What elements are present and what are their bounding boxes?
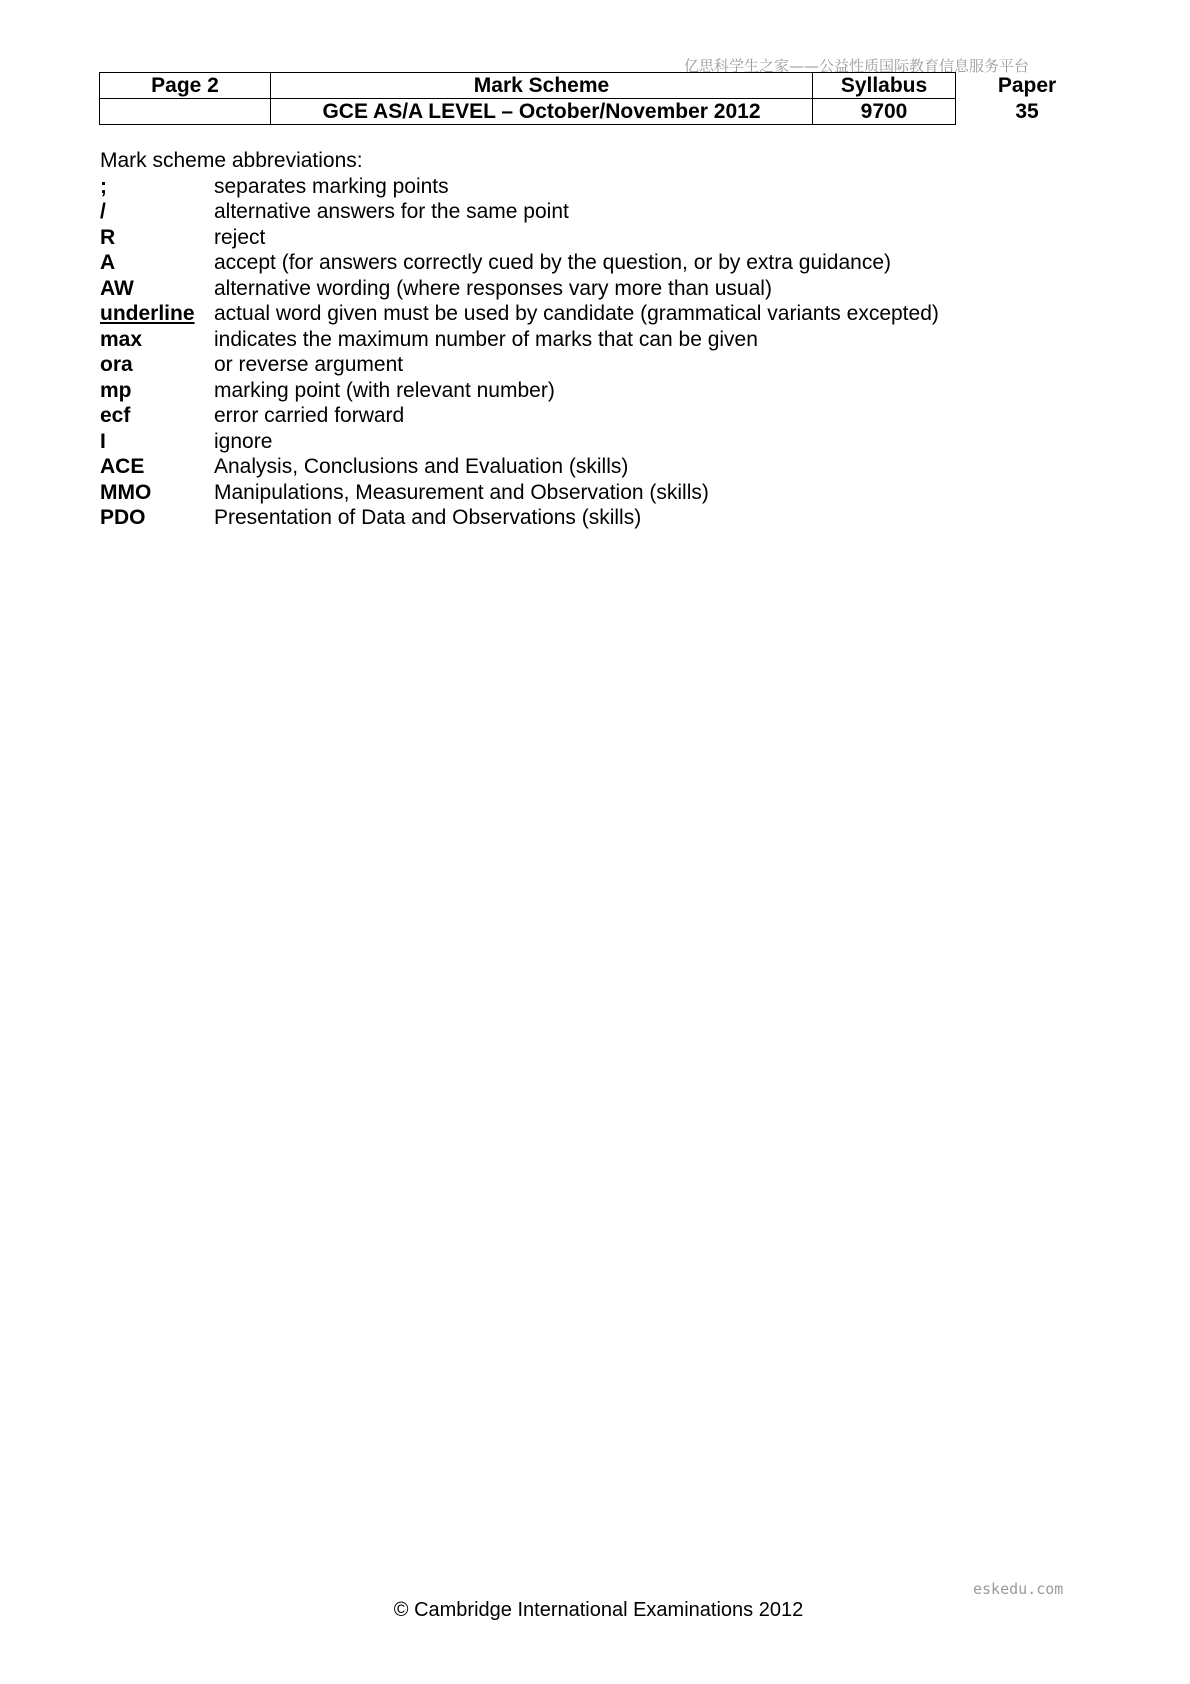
abbreviation-term: max bbox=[100, 327, 143, 351]
abbreviation-row bbox=[100, 480, 939, 506]
watermark-bottom: eskedu.com bbox=[973, 1580, 1064, 1598]
abbreviation-definition: Presentation of Data and Observations (skills) bbox=[214, 506, 642, 529]
abbreviation-term: R bbox=[100, 225, 116, 249]
exam-title: GCE AS/A LEVEL – October/November 2012 bbox=[271, 99, 813, 125]
abbreviation-definition: error carried forward bbox=[214, 404, 405, 427]
abbreviation-definition: marking point (with relevant number) bbox=[214, 378, 555, 402]
paper-number: 35 bbox=[956, 99, 1099, 125]
abbreviation-row bbox=[100, 199, 939, 225]
abbreviation-definition: Analysis, Conclusions and Evaluation (skills) bbox=[214, 455, 629, 478]
watermark-top: 亿思科学生之家——公益性质国际教育信息服务平台 bbox=[684, 57, 1030, 75]
abbreviation-term: PDO bbox=[100, 506, 146, 529]
abbreviation-term: / bbox=[100, 200, 106, 223]
abbreviation-row bbox=[100, 250, 939, 276]
syllabus-code: 9700 bbox=[813, 99, 956, 125]
abbreviations-heading: Mark scheme abbreviations: bbox=[100, 149, 363, 172]
abbreviation-definition: separates marking points bbox=[214, 174, 449, 198]
abbreviation-definition: reject bbox=[214, 225, 266, 249]
abbreviation-term: I bbox=[100, 429, 106, 453]
abbreviation-row bbox=[100, 505, 939, 531]
abbreviations-section bbox=[100, 148, 939, 531]
abbreviation-row bbox=[100, 225, 939, 251]
abbreviation-row bbox=[100, 429, 939, 455]
abbreviation-row bbox=[100, 327, 939, 353]
copyright-footer: © Cambridge International Examinations 2012 bbox=[393, 1599, 804, 1621]
abbreviation-term: mp bbox=[100, 378, 132, 402]
page-label: Page 2 bbox=[100, 73, 271, 99]
abbreviation-term: ACE bbox=[100, 455, 145, 478]
abbreviation-definition: actual word given must be used by candidate (grammatical variants excepted) bbox=[214, 302, 939, 325]
abbreviation-definition: Manipulations, Measurement and Observation (skills) bbox=[214, 480, 709, 504]
abbreviation-term: A bbox=[100, 251, 116, 274]
abbreviation-term: underline bbox=[100, 302, 195, 325]
abbreviation-row bbox=[100, 378, 939, 404]
header-row-2 bbox=[100, 99, 1099, 125]
abbreviation-row bbox=[100, 454, 939, 480]
empty-cell bbox=[100, 99, 271, 125]
abbreviation-definition: indicates the maximum number of marks that can be given bbox=[214, 327, 758, 351]
abbreviation-row bbox=[100, 352, 939, 378]
abbreviation-row bbox=[100, 301, 939, 327]
abbreviation-definition: ignore bbox=[214, 429, 273, 453]
abbreviation-definition: or reverse argument bbox=[214, 353, 404, 376]
header-table bbox=[99, 72, 1098, 125]
abbreviation-term: ora bbox=[100, 353, 133, 376]
abbreviation-term: ecf bbox=[100, 404, 131, 427]
abbreviation-row bbox=[100, 276, 939, 302]
abbreviation-row bbox=[100, 403, 939, 429]
abbreviation-definition: alternative answers for the same point bbox=[214, 200, 569, 223]
abbreviation-row bbox=[100, 174, 939, 200]
abbreviation-definition: alternative wording (where responses vary more than usual) bbox=[214, 276, 772, 300]
abbreviation-term: MMO bbox=[100, 480, 152, 504]
abbreviation-term: ; bbox=[100, 174, 107, 198]
syllabus-label: Syllabus bbox=[813, 73, 956, 99]
header-row-1 bbox=[100, 73, 1099, 99]
abbreviation-term: AW bbox=[100, 276, 134, 300]
mark-scheme-label: Mark Scheme bbox=[271, 73, 813, 99]
paper-label: Paper bbox=[956, 73, 1099, 99]
abbreviation-definition: accept (for answers correctly cued by the question, or by extra guidance) bbox=[214, 251, 892, 274]
